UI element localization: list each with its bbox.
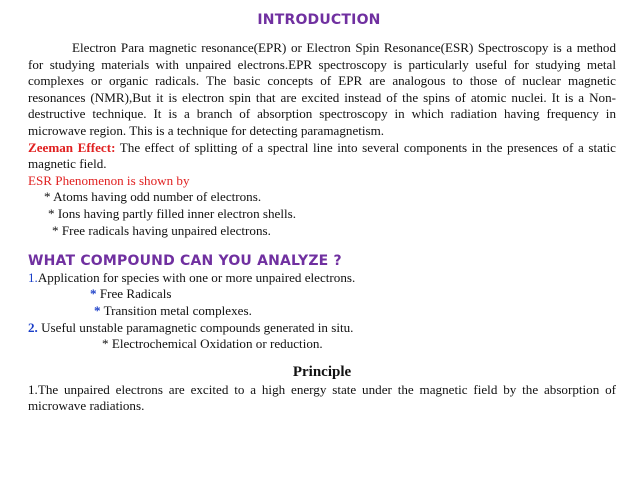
zeeman-label: Zeeman Effect: [28,139,116,155]
esr-item-2: * Ions having partly filled inner electron shells. [48,205,296,221]
zeeman-paragraph [28,140,616,173]
point-2-text: Useful unstable paramagnetic compounds generated in situ. [37,319,354,335]
sub-1-text: Free Radicals [96,286,172,302]
slide-body [28,40,616,415]
analyze-sub-1 [28,286,616,303]
esr-item-3: * Free radicals having unpaired electrons. [52,222,271,238]
sub-2-text: Transition metal complexes. [100,302,252,318]
esr-item-1: * Atoms having odd number of electrons. [44,189,262,205]
point-1-number: 1. [28,269,38,285]
analyze-point-1 [28,270,616,287]
analyze-heading: WHAT COMPOUND CAN YOU ANALYZE ? [28,253,342,270]
esr-heading: ESR Phenomenon is shown by [28,172,190,188]
zeeman-text: The effect of splitting of a spectral line into several components in the presences of a static magnetic field. [28,139,616,172]
principle-text: 1.The unpaired electrons are excited to a high energy state under the magnetic field by the absorption of microwave radiations. [28,381,616,414]
analyze-sub-3: * Electrochemical Oxidation or reduction. [102,336,323,352]
principle-heading: Principle [292,363,352,380]
analyze-sub-2 [28,303,616,320]
page-title: INTRODUCTION [257,12,381,28]
point-2-number: 2. [28,319,38,335]
analyze-point-2 [28,320,616,337]
point-1-text: Application for species with one or more unpaired electrons. [37,269,356,285]
bullet-star-icon: * [90,286,97,302]
intro-paragraph: Electron Para magnetic resonance(EPR) or Electron Spin Resonance(ESR) Spectroscopy is a method for studying materials with unpaired electrons.EPR spectroscopy is particularly useful for studying metal complexes or organic radicals. The basic concepts of EPR are analogous to those of nuclear magnetic resonances (NMR),But it is electron spin that are excited instead of the spins of atomic nuclei. It is a Non-destructive technique. It is a branch of absorption spectroscopy in which radiation having frequency in microwave region. This is a technique for detecting paramagnetism. [28,40,616,138]
bullet-star-icon: * [94,302,101,318]
